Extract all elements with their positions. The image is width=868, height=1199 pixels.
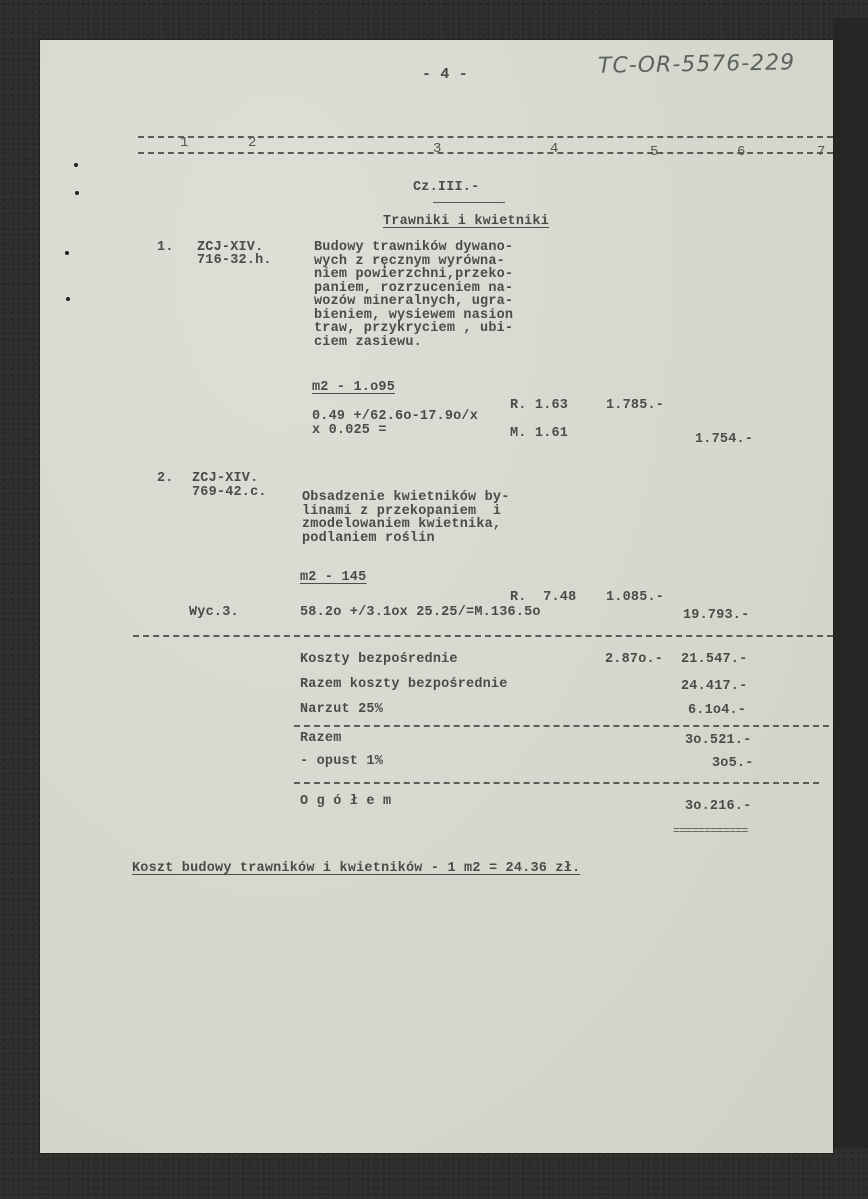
description-line: niem powierzchni,przeko- bbox=[314, 267, 514, 282]
description-line: paniem, rozrzuceniem na- bbox=[314, 280, 514, 296]
item-m-value: 19.793.- bbox=[683, 608, 750, 623]
column-number-4: 4 bbox=[550, 141, 559, 157]
item-code-line2: 716-32.h. bbox=[197, 253, 272, 268]
item-code-line2: 769-42.c. bbox=[192, 485, 267, 500]
item-r-value: 1.085.- bbox=[606, 590, 665, 605]
item-quantity: m2 - 145 bbox=[300, 570, 367, 585]
handwritten-reference: TC-OR-5576-229 bbox=[597, 50, 796, 79]
items-rule bbox=[133, 635, 833, 637]
item-r-label: R. 1.63 bbox=[510, 398, 569, 413]
item-description bbox=[302, 491, 510, 545]
item-calc-line2: x 0.025 = bbox=[312, 423, 387, 438]
item-number: 1. bbox=[157, 240, 174, 255]
item-code-line1: ZCJ-XIV. bbox=[192, 471, 259, 486]
description-line: bieniem, wysiewem nasion bbox=[314, 307, 514, 323]
description-line: wozów mineralnych, ugra- bbox=[314, 294, 514, 309]
column-number-7: 7 bbox=[817, 144, 826, 160]
item-description bbox=[314, 241, 513, 349]
section-part: Cz.III.- bbox=[413, 180, 480, 195]
column-number-5: 5 bbox=[650, 144, 659, 160]
description-line: ciem zasiewu. bbox=[314, 334, 422, 350]
column-number-1: 1 bbox=[180, 135, 189, 151]
subtotal-value: 3o5.- bbox=[712, 756, 754, 771]
item-r-value: 1.785.- bbox=[606, 398, 665, 413]
punch-hole-mark bbox=[66, 297, 70, 301]
summary-label: Narzut 25% bbox=[300, 702, 384, 717]
section-part-rule bbox=[433, 202, 505, 203]
description-line: wych z ręcznym wyrówna- bbox=[314, 253, 505, 269]
punch-hole-mark bbox=[65, 251, 69, 255]
total-double-underline: ============ bbox=[673, 824, 748, 838]
punch-hole-mark bbox=[75, 191, 79, 195]
description-line: zmodelowaniem kwietnika, bbox=[302, 517, 502, 532]
footer-note: Koszt budowy trawników i kwietników - 1 m2 = 24.36 zł. bbox=[132, 861, 581, 876]
column-number-6: 6 bbox=[737, 144, 746, 160]
header-rule-top bbox=[138, 136, 833, 138]
item-number: 2. bbox=[157, 471, 174, 486]
summary-rule bbox=[294, 725, 829, 727]
background-edge bbox=[833, 18, 868, 1148]
total-value: 3o.216.- bbox=[685, 799, 752, 814]
subtotal-value: 3o.521.- bbox=[685, 733, 752, 748]
item-calc-line: 58.2o +/3.1ox 25.25/=M.136.5o bbox=[300, 605, 541, 620]
summary-label: Koszty bezpośrednie bbox=[300, 652, 458, 667]
punch-hole-mark bbox=[74, 163, 78, 167]
total-label: O g ó ł e m bbox=[300, 794, 392, 809]
item-ref: Wyc.3. bbox=[189, 605, 239, 620]
summary-col5: 2.87o.- bbox=[605, 652, 664, 667]
subtotal-label: - opust 1% bbox=[300, 754, 384, 769]
column-number-3: 3 bbox=[433, 141, 442, 157]
summary-col6: 24.417.- bbox=[681, 679, 748, 694]
summary-col6: 21.547.- bbox=[681, 652, 748, 667]
subtotal-rule bbox=[294, 782, 819, 784]
item-r-label: R. 7.48 bbox=[510, 590, 577, 605]
section-title: Trawniki i kwietniki bbox=[383, 214, 550, 229]
description-line: podlaniem roślin bbox=[302, 530, 435, 546]
item-calc-line1: 0.49 +/62.6o-17.9o/x bbox=[312, 409, 479, 424]
item-m-label: M. 1.61 bbox=[510, 426, 569, 441]
description-line: Obsadzenie kwietników by- bbox=[302, 490, 510, 505]
summary-label: Razem koszty bezpośrednie bbox=[300, 677, 508, 692]
document-page bbox=[40, 40, 833, 1153]
summary-col6: 6.1o4.- bbox=[688, 703, 747, 718]
item-m-value: 1.754.- bbox=[695, 432, 754, 447]
column-number-2: 2 bbox=[248, 135, 257, 151]
item-code-line1: ZCJ-XIV. bbox=[197, 240, 264, 255]
description-line: Budowy trawników dywano- bbox=[314, 240, 514, 255]
subtotal-label: Razem bbox=[300, 731, 342, 746]
page-number: - 4 - bbox=[422, 66, 469, 83]
description-line: linami z przekopaniem i bbox=[302, 503, 502, 519]
header-rule-bottom bbox=[138, 152, 833, 154]
item-quantity: m2 - 1.o95 bbox=[312, 380, 396, 395]
description-line: traw, przykryciem , ubi- bbox=[314, 321, 514, 336]
